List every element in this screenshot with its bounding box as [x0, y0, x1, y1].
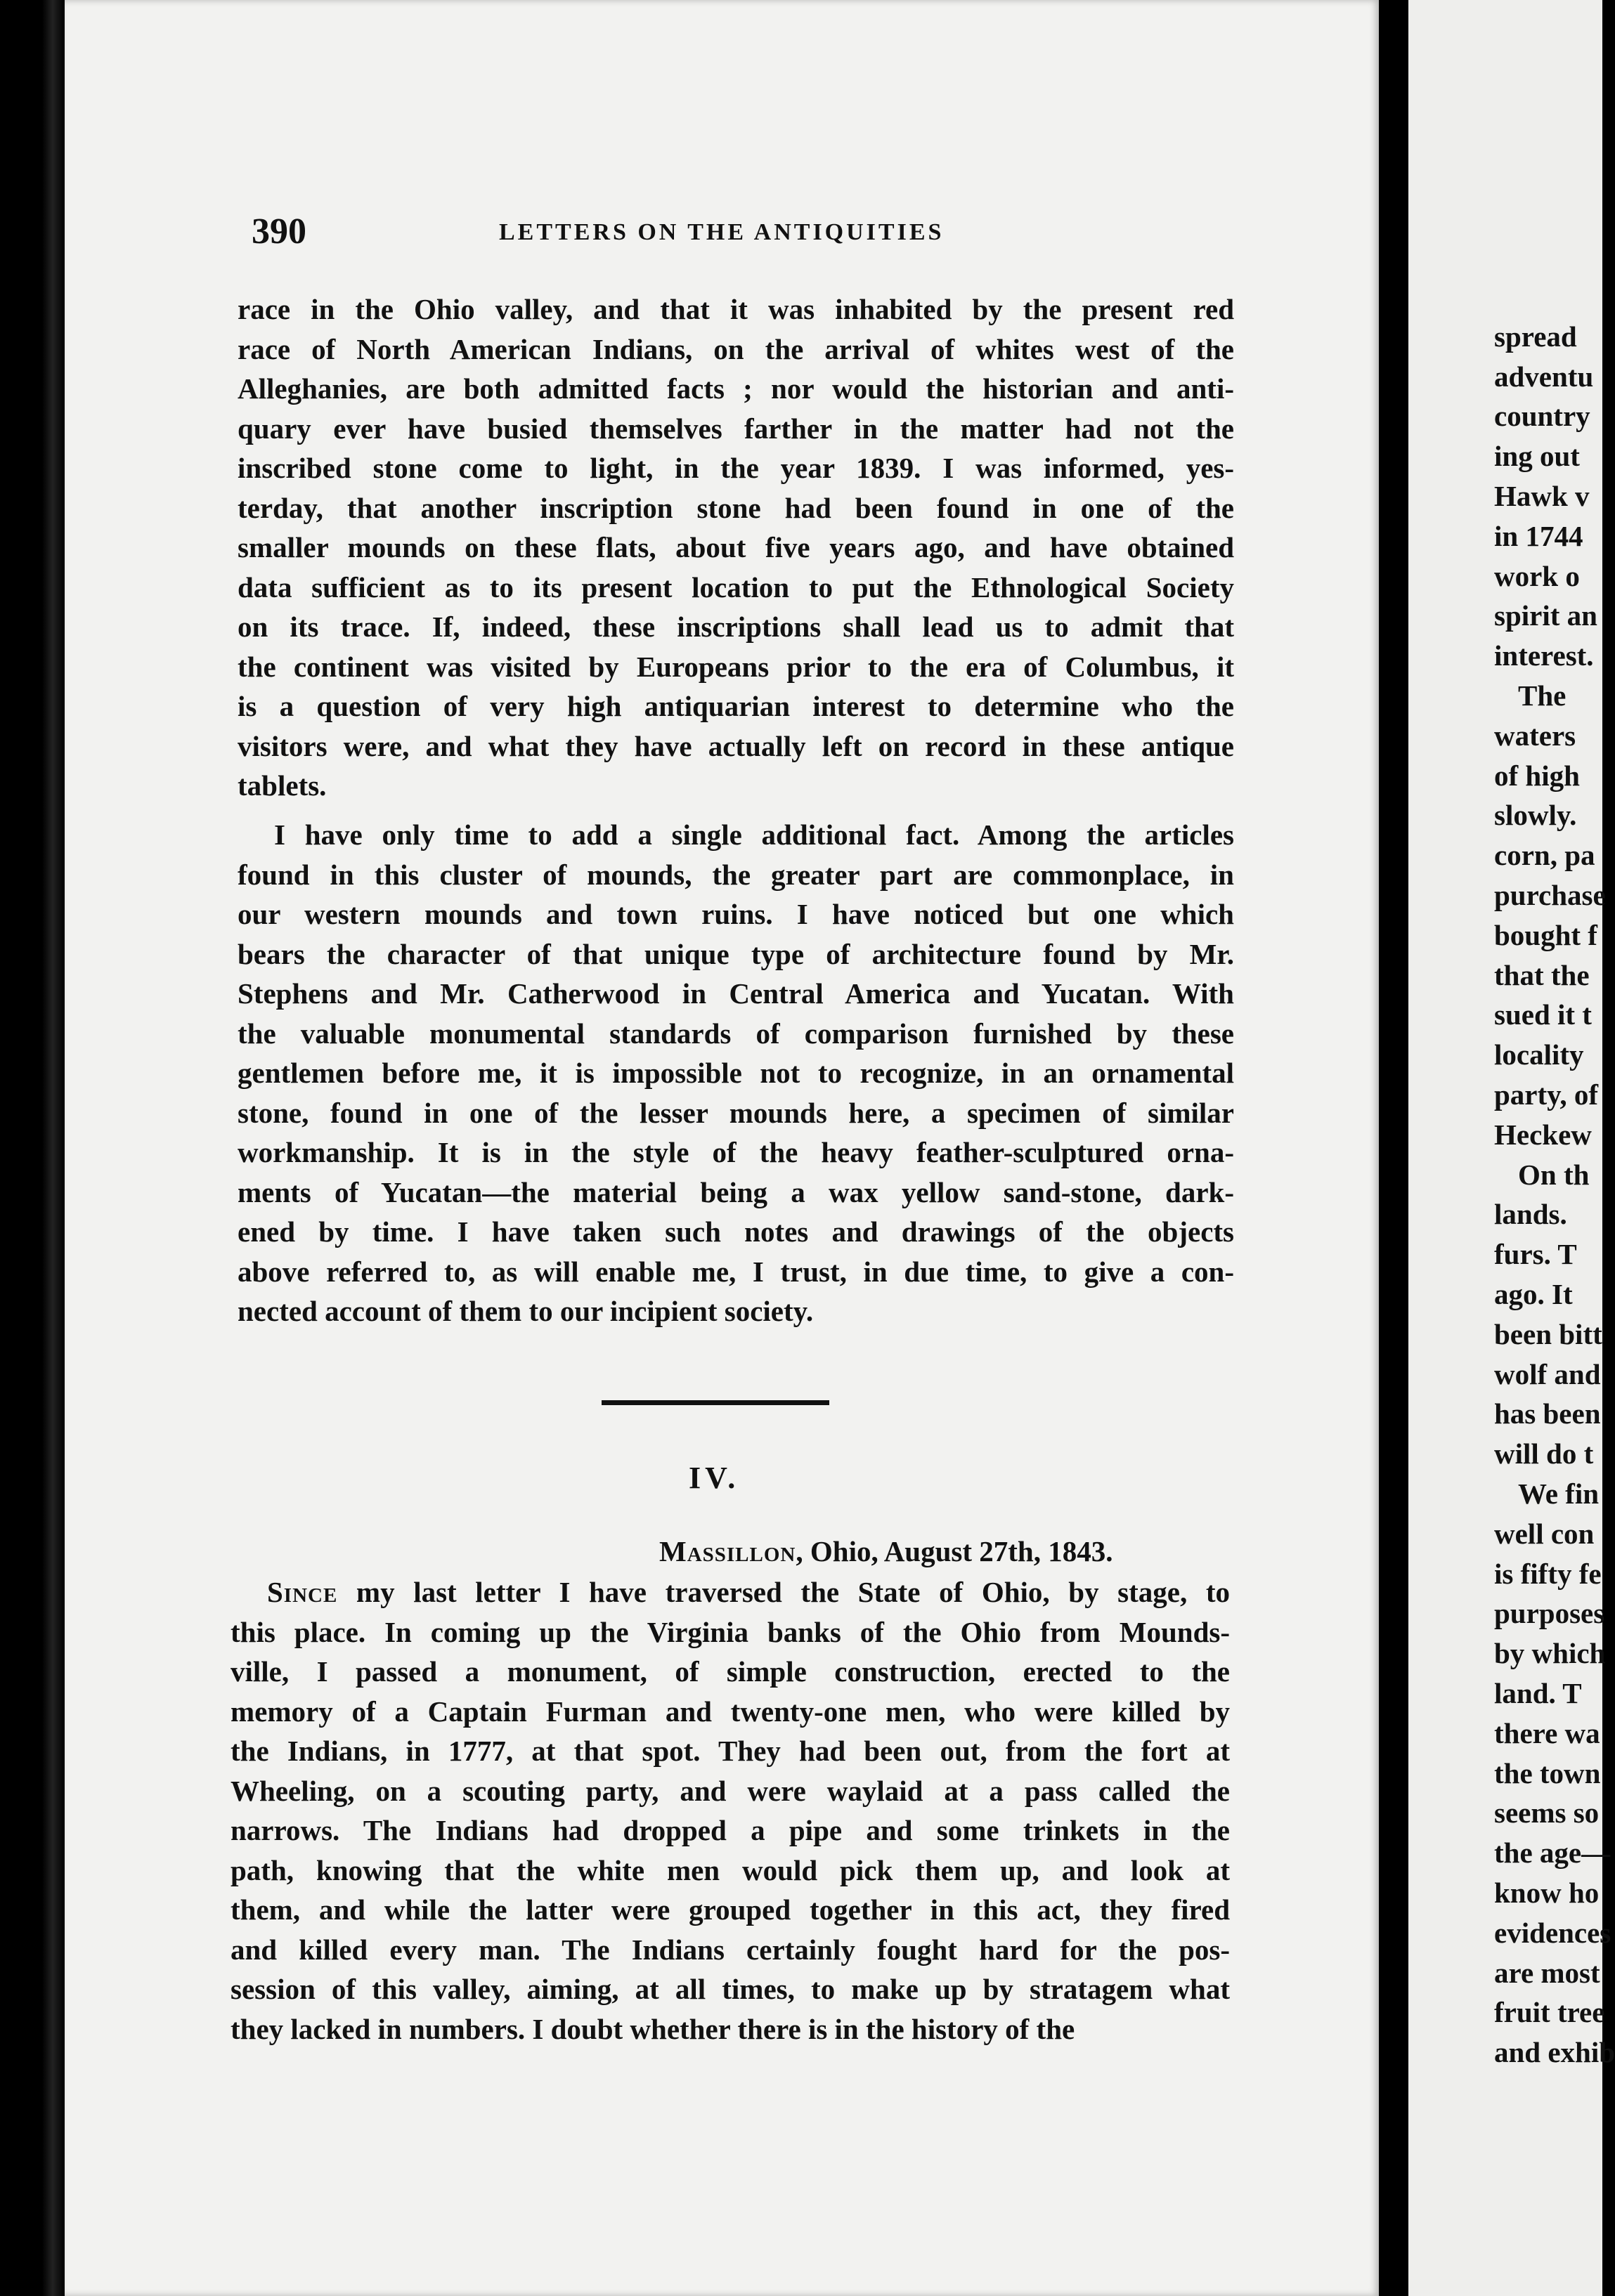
text-line: visitors were, and what they have actually left on record in these antique — [238, 729, 1234, 762]
text-line: Alleghanies, are both admitted facts ; nor would the historian and anti- — [238, 372, 1234, 405]
section-heading: IV. — [689, 1461, 740, 1495]
text-line: I have only time to add a single additional fact. Among the articles — [274, 818, 1234, 851]
facing-page-line: spirit an — [1494, 599, 1597, 632]
facing-page-line: furs. T — [1494, 1238, 1577, 1270]
dateline-place: Massillon — [659, 1535, 796, 1567]
text-line: this place. In coming up the Virginia banks of the Ohio from Mounds- — [231, 1615, 1230, 1648]
text-line: tablets. — [238, 769, 327, 802]
facing-page-line: Hawk v — [1494, 480, 1590, 512]
facing-page-line: waters — [1494, 719, 1576, 752]
facing-page-line: The — [1518, 679, 1567, 712]
facing-page-line: the town — [1494, 1757, 1601, 1789]
facing-page-line: land. T — [1494, 1677, 1582, 1709]
facing-page-line: wolf and — [1494, 1358, 1601, 1390]
facing-page-line: lands. — [1494, 1198, 1567, 1230]
scan-left-border — [0, 0, 65, 2296]
letter-dateline — [659, 1534, 1113, 1568]
text-line: the valuable monumental standards of comparison furnished by these — [238, 1017, 1234, 1050]
text-line: above referred to, as will enable me, I trust, in due time, to give a con- — [238, 1255, 1234, 1288]
facing-page-line: has been — [1494, 1397, 1601, 1430]
text-line: they lacked in numbers. I doubt whether there is in the history of the — [231, 2012, 1075, 2045]
facing-page-line: will do t — [1494, 1437, 1594, 1470]
text-line: race in the Ohio valley, and that it was inhabited by the present red — [238, 293, 1234, 325]
facing-page-line: well con — [1494, 1518, 1595, 1550]
page-number: 390 — [252, 211, 306, 252]
paragraph-2 — [238, 815, 1234, 1331]
facing-page-line: are most — [1494, 1957, 1600, 1989]
text-line: Stephens and Mr. Catherwood in Central America and Yucatan. With — [238, 977, 1234, 1010]
facing-page-line: party, of — [1494, 1078, 1599, 1111]
paragraph-1 — [238, 289, 1234, 806]
section-divider-rule — [602, 1400, 829, 1405]
facing-page-line: Heckew — [1494, 1118, 1592, 1151]
running-title: LETTERS ON THE ANTIQUITIES — [499, 219, 945, 245]
facing-page-line: evidences — [1494, 1917, 1611, 1949]
text-line: path, knowing that the white men would pick them up, and look at — [231, 1853, 1230, 1886]
facing-page-line: country — [1494, 400, 1590, 432]
facing-page-line: know ho — [1494, 1877, 1600, 1909]
text-line: ville, I passed a monument, of simple construction, erected to the — [231, 1655, 1230, 1688]
book-gutter — [1379, 0, 1408, 2296]
text-line: the Indians, in 1777, at that spot. They had been out, from the fort at — [231, 1735, 1230, 1767]
text-line: them, and while the latter were grouped together in this act, they fired — [231, 1893, 1230, 1926]
facing-page-line: spread — [1494, 320, 1577, 353]
facing-page-line: by which — [1494, 1637, 1606, 1669]
text-line: nected account of them to our incipient society. — [238, 1295, 814, 1327]
text-line: workmanship. It is in the style of the heavy feather-sculptured orna- — [238, 1136, 1234, 1168]
text-line: gentlemen before me, it is impossible not to recognize, in an ornamental — [238, 1057, 1234, 1089]
text-line: is a question of very high antiquarian interest to determine who the — [238, 690, 1234, 722]
text-line: narrows. The Indians had dropped a pipe and some trinkets in the — [231, 1814, 1230, 1846]
text-line: memory of a Captain Furman and twenty-one men, who were killed by — [231, 1695, 1230, 1728]
facing-page-line: purchase — [1494, 879, 1606, 911]
facing-page-line: the age— — [1494, 1837, 1611, 1869]
facing-page-line: slowly. — [1494, 799, 1577, 831]
dateline-date: , Ohio, August 27th, 1843. — [796, 1535, 1113, 1567]
facing-page-line: fruit tree — [1494, 1996, 1605, 2028]
facing-page-line: sued it t — [1494, 998, 1592, 1031]
facing-page-line: seems so — [1494, 1796, 1600, 1829]
text-line: smaller mounds on these flats, about five years ago, and have obtained — [238, 531, 1234, 563]
facing-page-line: in 1744 — [1494, 520, 1583, 552]
facing-page-line: purposes — [1494, 1597, 1605, 1629]
text-line: Wheeling, on a scouting party, and were waylaid at a pass called the — [231, 1774, 1230, 1807]
first-line-rest: my last letter I have traversed the State of Ohio, by stage, to — [337, 1576, 1230, 1608]
facing-page-line: bought f — [1494, 919, 1597, 951]
facing-page-line: interest. — [1494, 639, 1594, 672]
text-line: terday, that another inscription stone had been found in one of the — [238, 491, 1234, 524]
facing-page-line: been bitt — [1494, 1318, 1602, 1350]
facing-page-line: and exhib — [1494, 2036, 1615, 2068]
text-line: quary ever have busied themselves farther in the matter had not the — [238, 412, 1234, 445]
text-line — [231, 1572, 1230, 1612]
running-head — [252, 211, 1348, 267]
text-line: stone, found in one of the lesser mounds here, a specimen of similar — [238, 1096, 1234, 1129]
text-line: our western mounds and town ruins. I have noticed but one which — [238, 898, 1234, 930]
facing-page-line: of high — [1494, 759, 1580, 792]
facing-page-line: ing out — [1494, 440, 1580, 472]
facing-page-line: that the — [1494, 959, 1590, 991]
facing-page-line: On th — [1518, 1159, 1590, 1191]
text-line: ened by time. I have taken such notes and drawings of the objects — [238, 1215, 1234, 1248]
text-line: on its trace. If, indeed, these inscriptions shall lead us to admit that — [238, 611, 1234, 643]
text-line: session of this valley, aiming, at all times, to make up by stratagem what — [231, 1973, 1230, 2005]
facing-page-line: there wa — [1494, 1717, 1600, 1749]
facing-page-line: ago. It — [1494, 1278, 1573, 1310]
facing-page-line: work o — [1494, 560, 1580, 592]
text-line: bears the character of that unique type of architecture found by Mr. — [238, 937, 1234, 970]
text-line: data sufficient as to its present location to put the Ethnological Society — [238, 570, 1234, 604]
paragraph-3 — [231, 1572, 1230, 2049]
facing-page-line: locality — [1494, 1038, 1584, 1071]
text-line: found in this cluster of mounds, the greater part are commonplace, in — [238, 858, 1234, 891]
text-line: race of North American Indians, on the arrival of whites west of the — [238, 332, 1234, 365]
text-line: inscribed stone come to light, in the year 1839. I was informed, yes- — [238, 452, 1234, 484]
facing-page-line: corn, pa — [1494, 839, 1595, 871]
text-line: and killed every man. The Indians certainly fought hard for the pos- — [231, 1933, 1230, 1966]
facing-page-line: is fifty fe — [1494, 1558, 1602, 1590]
facing-page-line: We fin — [1518, 1478, 1600, 1510]
lead-word: Since — [267, 1576, 338, 1608]
text-line: the continent was visited by Europeans prior to the era of Columbus, it — [238, 650, 1234, 683]
facing-page-line: adventu — [1494, 360, 1594, 393]
text-line: ments of Yucatan—the material being a wax yellow sand-stone, dark- — [238, 1175, 1234, 1208]
